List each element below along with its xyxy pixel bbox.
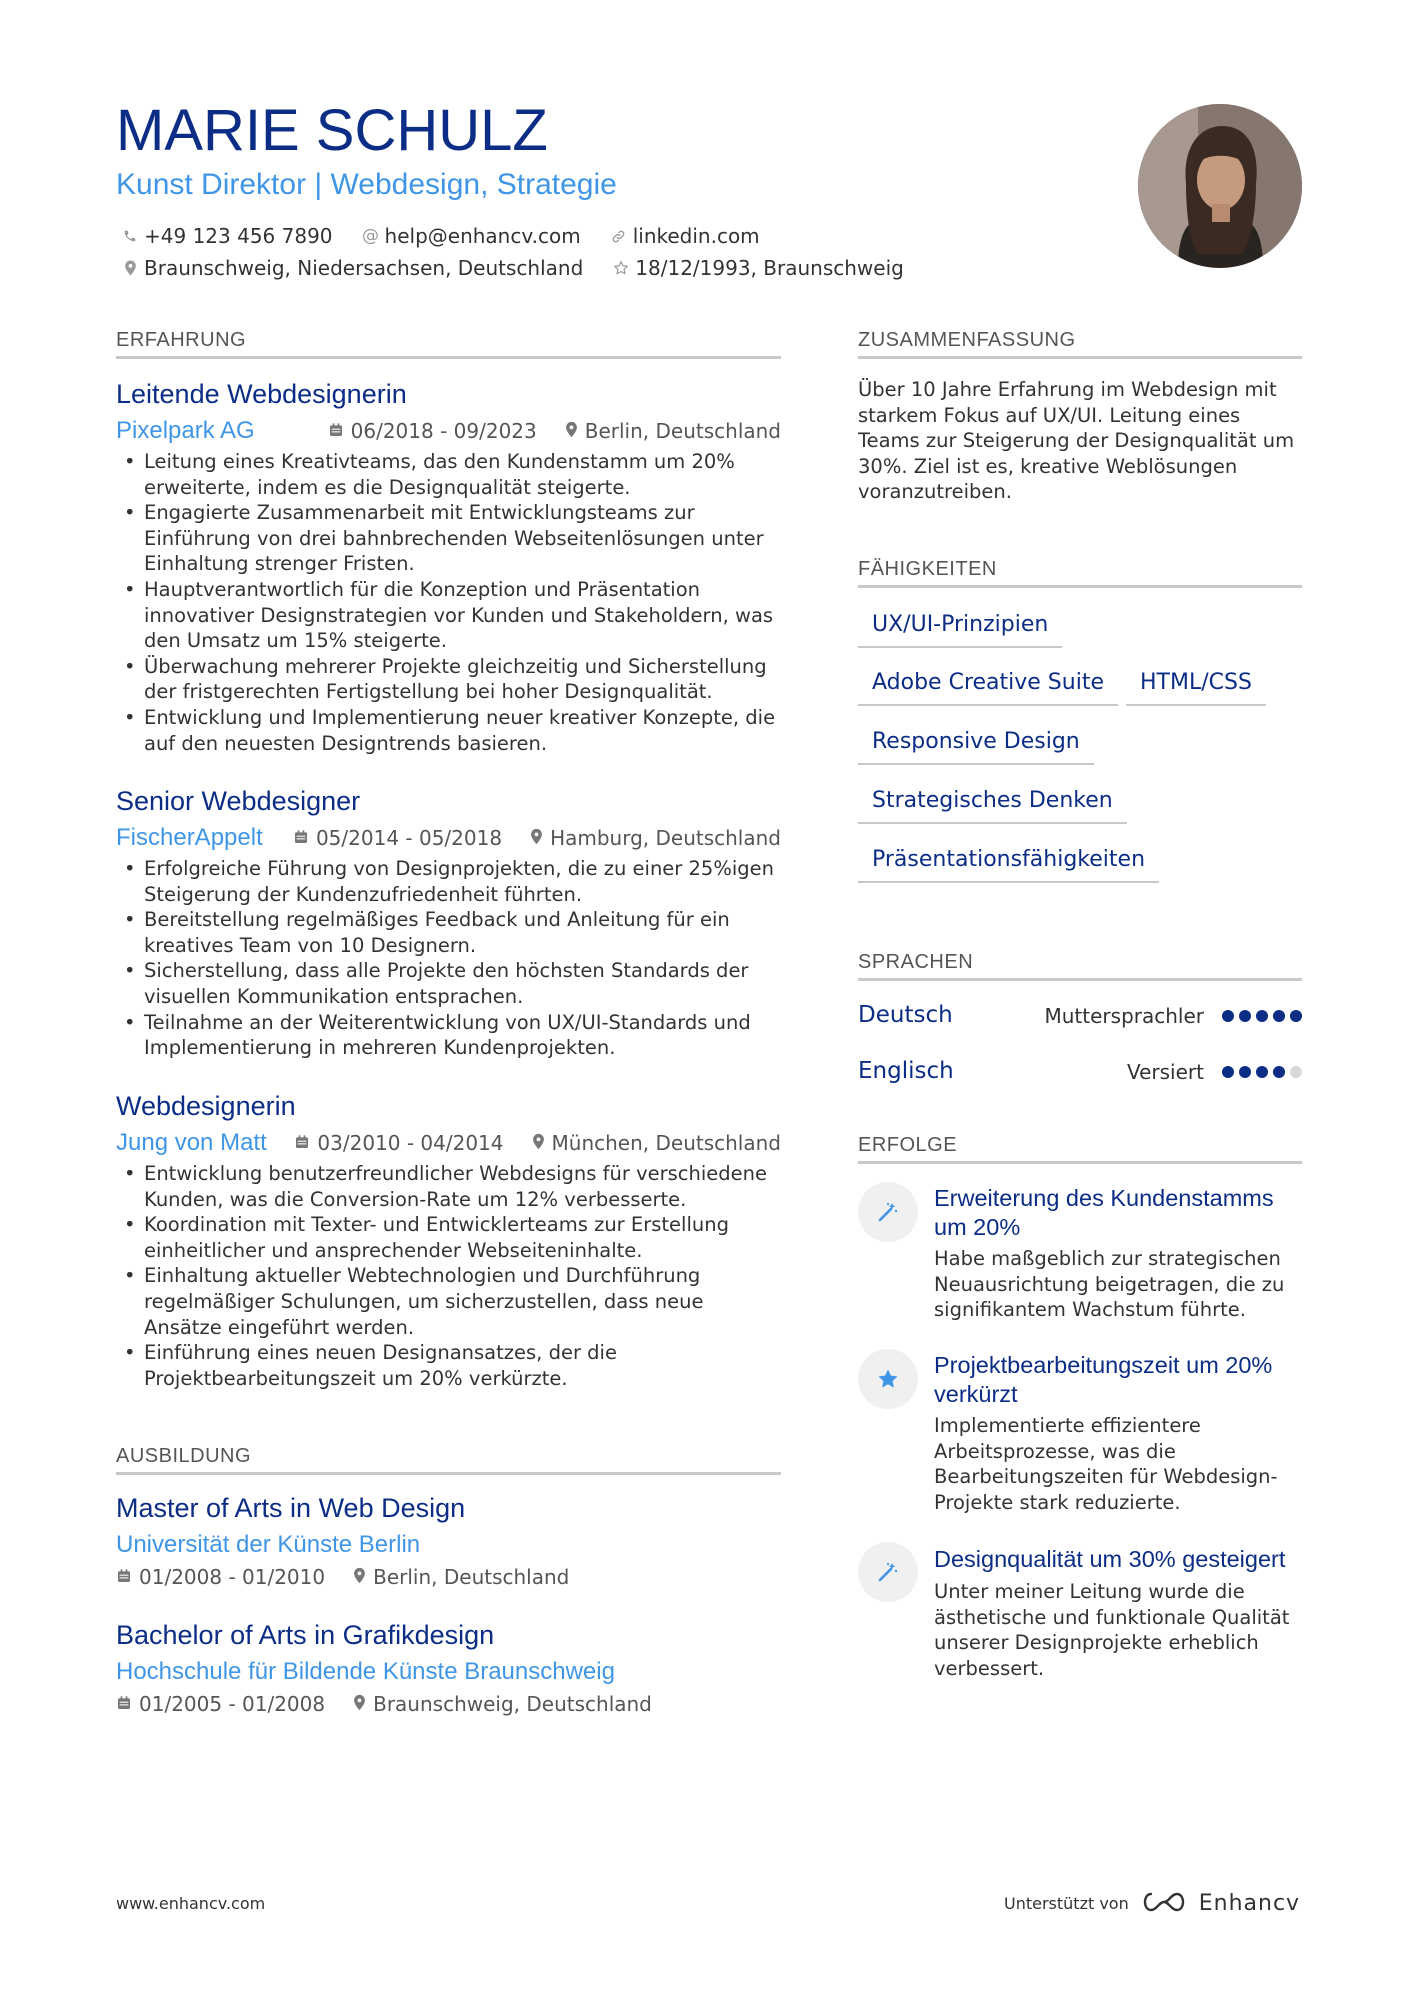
rating-dot-filled: [1273, 1066, 1285, 1078]
language-rating: [1222, 1066, 1302, 1078]
rating-dot-filled: [1239, 1010, 1251, 1022]
job-meta: [116, 419, 781, 443]
calendar-icon: [328, 421, 344, 441]
location-pin-icon: [353, 1694, 366, 1714]
location-pin-icon: [530, 828, 543, 848]
link-icon: [611, 228, 627, 244]
phone-icon: [122, 228, 138, 244]
education-meta: [116, 1694, 652, 1714]
candidate-name: MARIE SCHULZ: [116, 98, 548, 163]
rating-dot-empty: [1290, 1066, 1302, 1078]
rating-dot-filled: [1273, 1010, 1285, 1022]
job-bullets: [122, 449, 782, 756]
list-item: • Engagierte Zusammenarbeit mit Entwicklungsteams zur Einführung von drei bahnbrechenden Webseitenlösungen unter Einhaltung strenger Fristen.: [122, 500, 782, 577]
skills-heading: FÄHIGKEITEN: [858, 559, 1302, 588]
contact-email[interactable]: [363, 226, 581, 246]
skill-tag: Responsive Design: [858, 731, 1094, 765]
list-item: • Entwicklung und Implementierung neuer kreativer Konzepte, die auf den neuesten Designtrends basieren.: [122, 705, 782, 756]
degree-title: Master of Arts in Web Design: [116, 1493, 466, 1523]
profile-photo: [1138, 104, 1302, 268]
phone-text: +49 123 456 7890: [144, 224, 333, 248]
achievements-heading: ERFOLGE: [858, 1135, 1302, 1164]
education-location: Berlin, Deutschland: [353, 1567, 569, 1587]
job-details: [328, 421, 781, 441]
job-details: [293, 828, 781, 848]
achievement-desc: Unter meiner Leitung wurde die ästhetische und funktionale Qualität unserer Designprojekte erheblich verbessert.: [934, 1580, 1290, 1680]
rating-dot-filled: [1256, 1010, 1268, 1022]
star-outline-icon: [613, 260, 629, 276]
magic-wand-icon: [858, 1542, 918, 1602]
language-row: [858, 1004, 1302, 1027]
powered-by-text: Unterstützt von: [1004, 1893, 1129, 1913]
contact-phone: [122, 226, 333, 246]
job-title: Webdesignerin: [116, 1091, 296, 1121]
job-details: [294, 1133, 781, 1153]
location-pin-icon: [565, 421, 578, 441]
school-name: Universität der Künste Berlin: [116, 1531, 421, 1558]
language-level: Muttersprachler: [1044, 1003, 1204, 1028]
company-name: FischerAppelt: [116, 824, 263, 851]
achievement-desc: Habe maßgeblich zur strategischen Neuausrichtung beigetragen, die zu signifikantem Wachstum führte.: [934, 1247, 1285, 1322]
location-text: Braunschweig, Niedersachsen, Deutschland: [144, 256, 584, 280]
job-dates: 06/2018 - 09/2023: [328, 421, 537, 441]
summary-text: Über 10 Jahre Erfahrung im Webdesign mit starkem Fokus auf UX/UI. Leitung eines Teams zur Steigerung der Designqualität um 30%. Ziel ist es, kreative Weblösungen voranzutreiben.: [858, 378, 1295, 504]
job-meta: [116, 1131, 781, 1155]
language-rating: [1222, 1010, 1302, 1022]
calendar-icon: [116, 1694, 132, 1714]
calendar-icon: [293, 828, 309, 848]
education-meta: [116, 1567, 569, 1587]
rating-dot-filled: [1239, 1066, 1251, 1078]
achievement-desc: Implementierte effizientere Arbeitsprozesse, was die Bearbeitungszeiten für Webdesign-Projekte stark reduzierte.: [934, 1414, 1278, 1514]
rating-dot-filled: [1222, 1010, 1234, 1022]
rating-dot-filled: [1222, 1066, 1234, 1078]
footer-branding: [1004, 1890, 1300, 1917]
job-bullets: [122, 1161, 782, 1391]
candidate-role: Kunst Direktor | Webdesign, Strategie: [116, 168, 617, 201]
enhancv-logo-icon: [1141, 1890, 1187, 1917]
location-pin-icon: [532, 1133, 545, 1153]
job-title: Senior Webdesigner: [116, 786, 361, 816]
location-pin-icon: [122, 260, 138, 276]
list-item: • Koordination mit Texter- und Entwicklerteams zur Erstellung einheitlicher und ansprechender Webseiteninhalte.: [122, 1212, 782, 1263]
contact-row-1: [122, 226, 760, 246]
rating-dot-filled: [1290, 1010, 1302, 1022]
school-name: Hochschule für Bildende Künste Braunschweig: [116, 1658, 615, 1685]
job-bullets: [122, 856, 782, 1061]
degree-title: Bachelor of Arts in Grafikdesign: [116, 1620, 495, 1650]
list-item: • Hauptverantwortlich für die Konzeption und Präsentation innovativer Designstrategien vor Kunden und Stakeholdern, was den Umsatz um 15% steigerte.: [122, 577, 782, 654]
job-meta: [116, 826, 781, 850]
job-location: München, Deutschland: [532, 1133, 781, 1153]
star-icon: [858, 1349, 918, 1409]
linkedin-text: linkedin.com: [632, 224, 760, 248]
languages-heading: SPRACHEN: [858, 952, 1302, 981]
list-item: • Teilnahme an der Weiterentwicklung von UX/UI-Standards und Implementierung in mehreren Kundenprojekten.: [122, 1010, 782, 1061]
job-dates: 03/2010 - 04/2014: [294, 1133, 503, 1153]
footer-website[interactable]: www.enhancv.com: [116, 1894, 266, 1913]
list-item: • Entwicklung benutzerfreundlicher Webdesigns für verschiedene Kunden, was die Conversion-Rate um 12% verbesserte.: [122, 1161, 782, 1212]
list-item: • Leitung eines Kreativteams, das den Kundenstamm um 20% erweiterte, indem es die Designqualität steigerte.: [122, 449, 782, 500]
education-dates: 01/2008 - 01/2010: [116, 1567, 325, 1587]
language-name: Deutsch: [858, 1002, 953, 1028]
job-title: Leitende Webdesignerin: [116, 379, 407, 409]
skill-tag: UX/UI-Prinzipien: [858, 614, 1062, 648]
skill-tag: Adobe Creative Suite: [858, 672, 1118, 706]
summary-heading: ZUSAMMENFASSUNG: [858, 330, 1302, 359]
education-heading: AUSBILDUNG: [116, 1446, 781, 1475]
calendar-icon: [294, 1133, 310, 1153]
language-level: Versiert: [1126, 1059, 1204, 1084]
calendar-icon: [116, 1567, 132, 1587]
job-location: Hamburg, Deutschland: [530, 828, 781, 848]
magic-wand-icon: [858, 1182, 918, 1242]
achievement-title: Erweiterung des Kundenstamms um 20%: [934, 1185, 1274, 1240]
skill-tag: Strategisches Denken: [858, 790, 1127, 824]
list-item: • Erfolgreiche Führung von Designprojekten, die zu einer 25%igen Steigerung der Kundenzufriedenheit führten.: [122, 856, 782, 907]
skill-tag: Präsentationsfähigkeiten: [858, 849, 1159, 883]
contact-row-2: [122, 258, 904, 278]
brand-name: Enhancv: [1198, 1890, 1301, 1916]
at-icon: @: [362, 225, 380, 246]
experience-heading: ERFAHRUNG: [116, 330, 781, 359]
education-location: Braunschweig, Deutschland: [353, 1694, 652, 1714]
birth-text: 18/12/1993, Braunschweig: [635, 256, 904, 280]
list-item: • Einhaltung aktueller Webtechnologien und Durchführung regelmäßiger Schulungen, um sicherzustellen, dass neue Ansätze eingeführt werden.: [122, 1263, 782, 1340]
list-item: • Sicherstellung, dass alle Projekte den höchsten Standards der visuellen Kommunikation entsprachen.: [122, 958, 782, 1009]
email-text: help@enhancv.com: [384, 224, 581, 248]
contact-birth: [613, 258, 904, 278]
contact-linkedin[interactable]: [611, 226, 760, 246]
company-name: Jung von Matt: [116, 1129, 267, 1156]
language-name: Englisch: [858, 1058, 954, 1084]
job-location: Berlin, Deutschland: [565, 421, 781, 441]
list-item: • Bereitstellung regelmäßiges Feedback und Anleitung für ein kreatives Team von 10 Designern.: [122, 907, 782, 958]
location-pin-icon: [353, 1567, 366, 1587]
achievement-title: Projektbearbeitungszeit um 20% verkürzt: [934, 1352, 1273, 1407]
contact-location: [122, 258, 583, 278]
education-dates: 01/2005 - 01/2008: [116, 1694, 325, 1714]
language-row: [858, 1060, 1302, 1083]
company-name: Pixelpark AG: [116, 417, 255, 444]
achievement-title: Designqualität um 30% gesteigert: [934, 1546, 1286, 1572]
job-dates: 05/2014 - 05/2018: [293, 828, 502, 848]
list-item: • Überwachung mehrerer Projekte gleichzeitig und Sicherstellung der fristgerechten Fertigstellung bei hoher Designqualität.: [122, 654, 782, 705]
rating-dot-filled: [1256, 1066, 1268, 1078]
list-item: • Einführung eines neuen Designansatzes, der die Projektbearbeitungszeit um 20% verkürzte.: [122, 1340, 782, 1391]
skill-tag: HTML/CSS: [1126, 672, 1266, 706]
